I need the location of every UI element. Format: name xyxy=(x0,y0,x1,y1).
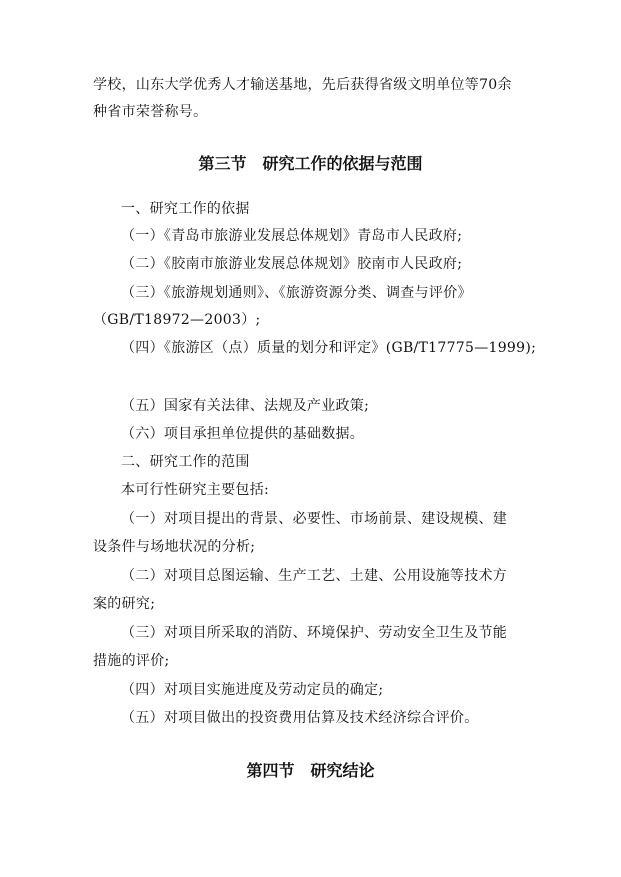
intro-paragraph-line-1: 学校，山东大学优秀人才输送基地，先后获得省级文明单位等70余 xyxy=(93,77,512,93)
scope-item: （一）对项目提出的背景、必要性、市场前景、建设规模、建 xyxy=(121,511,508,527)
basis-item: （五）国家有关法律、法规及产业政策; xyxy=(121,398,370,414)
scope-intro: 本可行性研究主要包括: xyxy=(121,482,270,498)
basis-item: （四）《旅游区（点）质量的划分和评定》(GB/T17775—1999); xyxy=(121,340,537,356)
section-3-title: 第三节 研究工作的依据与范围 xyxy=(198,154,423,173)
section-4-title: 第四节 研究结论 xyxy=(246,761,375,780)
scope-item-continued: 措施的评价; xyxy=(93,653,170,669)
basis-item-continued: （GB/T18972—2003）; xyxy=(93,312,261,328)
scope-heading: 二、研究工作的范围 xyxy=(121,454,250,470)
intro-paragraph-line-2: 种省市荣誉称号。 xyxy=(93,104,208,120)
basis-item: （三）《旅游规划通则》、《旅游资源分类、调查与评价》 xyxy=(121,285,472,301)
basis-heading: 一、研究工作的依据 xyxy=(121,201,250,217)
scope-item-continued: 案的研究; xyxy=(93,596,156,612)
basis-item: （六）项目承担单位提供的基础数据。 xyxy=(121,426,365,442)
scope-item-continued: 设条件与场地状况的分析; xyxy=(93,539,256,555)
basis-item: （一）《青岛市旅游业发展总体规划》青岛市人民政府; xyxy=(121,228,463,244)
scope-item: （三）对项目所采取的消防、环境保护、劳动安全卫生及节能 xyxy=(121,625,508,641)
basis-item: （二）《胶南市旅游业发展总体规划》胶南市人民政府; xyxy=(121,256,463,272)
scope-item: （二）对项目总图运输、生产工艺、土建、公用设施等技术方 xyxy=(121,568,508,584)
scope-item: （五）对项目做出的投资费用估算及技术经济综合评价。 xyxy=(121,710,479,726)
scope-item: （四）对项目实施进度及劳动定员的确定; xyxy=(121,682,384,698)
